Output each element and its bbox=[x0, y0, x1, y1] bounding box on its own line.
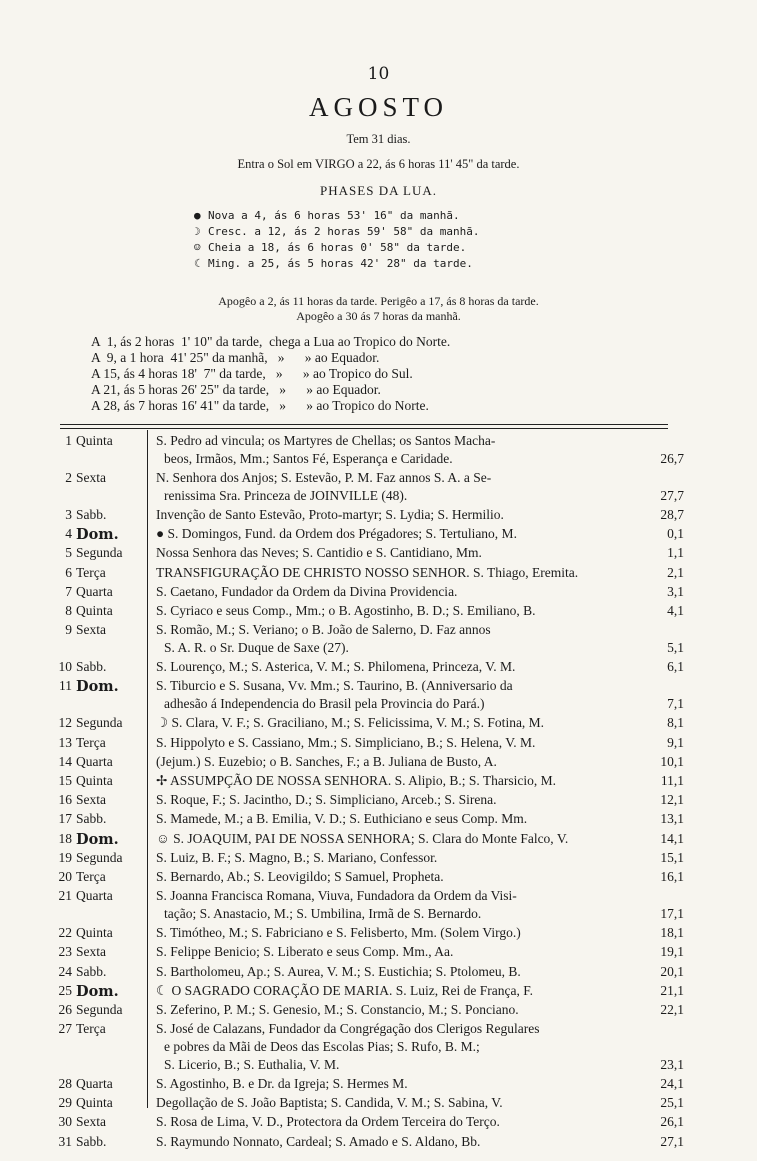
saints-text: S. Pedro ad vincula; os Martyres de Chellas; os Santos Macha- bbox=[156, 433, 496, 448]
day-number: 24 bbox=[58, 963, 72, 979]
moon-age-value: 13,1 bbox=[660, 811, 684, 827]
weekday: Sabb. bbox=[76, 811, 107, 827]
day-number: 26 bbox=[58, 1002, 72, 1017]
weekday: Sabb. bbox=[76, 507, 107, 522]
day-number: 17 bbox=[58, 811, 72, 827]
moon-age-value: 5,1 bbox=[667, 639, 684, 655]
moon-age-value: 26,1 bbox=[660, 1114, 684, 1130]
day-number: 8 bbox=[65, 603, 72, 618]
moon-phase-text: Cheia a 18, ás 6 horas 0' 58" da tarde. bbox=[208, 241, 467, 254]
weekday: Quinta bbox=[76, 1095, 113, 1111]
saints-text: (Jejum.) S. Euzebio; o B. Sanches, F.; a B. Juliana de Busto, A. bbox=[156, 753, 497, 769]
moon-age-value: 17,1 bbox=[660, 905, 684, 921]
day-number: 1 bbox=[65, 433, 72, 448]
saints-text: S. Licerio, B.; S. Euthalia, V. M. bbox=[164, 1056, 340, 1072]
saints-text: renissima Sra. Princeza de JOINVILLE (48). bbox=[164, 487, 408, 503]
weekday: Sexta bbox=[76, 944, 106, 960]
saints-text: S. Bartholomeu, Ap.; S. Aurea, V. M.; S. Eustichia; S. Ptolomeu, B. bbox=[156, 963, 521, 979]
moon-age-value: 20,1 bbox=[660, 963, 684, 979]
weekday: Segunda bbox=[76, 1002, 123, 1017]
page-title: AGOSTO bbox=[308, 92, 448, 122]
weekday: Sabb. bbox=[76, 963, 107, 979]
saints-text: beos, Irmãos, Mm.; Santos Fé, Esperança e Caridade. bbox=[164, 450, 453, 466]
weekday: Dom. bbox=[76, 526, 119, 544]
saints-text: ● S. Domingos, Fund. da Ordem dos Prégadores; S. Tertuliano, M. bbox=[156, 526, 517, 542]
moon-age-value: 9,1 bbox=[667, 734, 684, 750]
moon-age-value: 4,1 bbox=[667, 603, 684, 618]
tropic-line: A 15, ás 4 horas 18' 7" da tarde, » » ao Tropico do Sul. bbox=[91, 366, 413, 381]
weekday: Sabb. bbox=[76, 659, 107, 675]
saints-text: Degollação de S. João Baptista; S. Candida, V. M.; S. Sabina, V. bbox=[156, 1095, 503, 1111]
saints-text: e pobres da Mãi de Deos das Escolas Pias; S. Rufo, B. M.; bbox=[164, 1038, 480, 1054]
saints-text: S. Timótheo, M.; S. Fabriciano e S. Felisberto, Mm. (Solem Virgo.) bbox=[156, 925, 521, 941]
saints-text: S. Mamede, M.; a B. Emilia, V. D.; S. Euthiciano e seus Comp. Mm. bbox=[156, 811, 528, 827]
saints-text: S. Caetano, Fundador da Ordem da Divina Providencia. bbox=[156, 583, 458, 599]
top-rule-inner bbox=[60, 428, 668, 429]
moon-age-value: 27,1 bbox=[660, 1133, 684, 1149]
day-number: 23 bbox=[58, 944, 72, 960]
saints-text: S. Luiz, B. F.; S. Magno, B.; S. Mariano, Confessor. bbox=[156, 849, 438, 865]
weekday: Quinta bbox=[76, 925, 113, 941]
day-number: 22 bbox=[58, 925, 72, 941]
weekday: Terça bbox=[76, 734, 106, 750]
weekday: Quarta bbox=[76, 1076, 113, 1091]
weekday: Quinta bbox=[76, 433, 113, 448]
day-number: 3 bbox=[65, 507, 72, 522]
day-number: 16 bbox=[58, 792, 72, 808]
weekday: Quarta bbox=[76, 753, 113, 769]
saints-text: ☺ S. JOAQUIM, PAI DE NOSSA SENHORA; S. Clara do Monte Falco, V. bbox=[156, 830, 569, 846]
day-number: 15 bbox=[58, 773, 72, 788]
saints-text: N. Senhora dos Anjos; S. Estevão, P. M. Faz annos S. A. a Se- bbox=[156, 470, 492, 485]
moon-age-value: 28,7 bbox=[660, 507, 684, 522]
moon-age-value: 1,1 bbox=[667, 545, 684, 561]
weekday: Segunda bbox=[76, 545, 123, 561]
page-number: 10 bbox=[367, 64, 390, 84]
moon-phase-row bbox=[194, 225, 480, 238]
day-number: 30 bbox=[58, 1114, 72, 1130]
day-number: 6 bbox=[65, 564, 72, 580]
weekday: Terça bbox=[76, 869, 106, 884]
saints-text: S. Hippolyto e S. Cassiano, Mm.; S. Simpliciano, B.; S. Helena, V. M. bbox=[156, 734, 536, 750]
saints-text: S. Roque, F.; S. Jacintho, D.; S. Simpliciano, Arceb.; S. Sirena. bbox=[156, 792, 497, 808]
day-number: 27 bbox=[58, 1021, 72, 1037]
day-number: 25 bbox=[58, 982, 72, 998]
day-number: 29 bbox=[58, 1095, 72, 1111]
moon-age-value: 11,1 bbox=[660, 773, 684, 788]
day-number: 28 bbox=[58, 1076, 72, 1091]
weekday: Sexta bbox=[76, 470, 106, 485]
moon-phase-text: Nova a 4, ás 6 horas 53' 16" da manhã. bbox=[208, 209, 460, 222]
weekday: Segunda bbox=[76, 849, 123, 865]
moon-phase-row bbox=[194, 241, 466, 254]
moon-age-value: 10,1 bbox=[660, 753, 684, 769]
day-number: 13 bbox=[58, 734, 72, 750]
apogee-line-2: Apogêo a 30 ás 7 horas da manhã. bbox=[296, 309, 461, 323]
weekday: Sexta bbox=[76, 622, 106, 638]
moon-age-value: 24,1 bbox=[660, 1076, 684, 1091]
moon-age-value: 18,1 bbox=[660, 925, 684, 941]
saints-text: S. Bernardo, Ab.; S. Leovigildo; S Samuel, Propheta. bbox=[156, 869, 444, 884]
saints-text: ✢ ASSUMPÇÃO DE NOSSA SENHORA. S. Alipio, B.; S. Tharsicio, M. bbox=[156, 773, 557, 788]
saints-text: S. Raymundo Nonnato, Cardeal; S. Amado e S. Aldano, Bb. bbox=[156, 1133, 481, 1149]
weekday: Quarta bbox=[76, 583, 113, 599]
moon-age-value: 26,7 bbox=[660, 450, 684, 466]
saints-text: S. Tiburcio e S. Susana, Vv. Mm.; S. Taurino, B. (Anniversario da bbox=[156, 678, 513, 694]
top-rule bbox=[60, 424, 668, 425]
weekday: Dom. bbox=[76, 830, 119, 848]
saints-text: tação; S. Anastacio, M.; S. Umbilina, Irmã de S. Bernardo. bbox=[164, 905, 482, 921]
tropic-line: A 28, ás 7 horas 16' 41" da tarde, » » ao Tropico do Norte. bbox=[91, 398, 429, 413]
moon-phase-row bbox=[194, 257, 473, 270]
day-number: 21 bbox=[58, 888, 72, 904]
new-moon-icon: ● bbox=[194, 209, 201, 222]
day-number: 10 bbox=[58, 659, 72, 675]
saints-text: ☾ O SAGRADO CORAÇÃO DE MARIA. S. Luiz, Rei de França, F. bbox=[156, 982, 534, 998]
day-number: 9 bbox=[65, 622, 72, 638]
moon-phase-text: Ming. a 25, ás 5 horas 42' 28" da tarde. bbox=[208, 257, 473, 270]
day-number: 14 bbox=[58, 753, 72, 769]
apogee-line-1: Apogêo a 2, ás 11 horas da tarde. Perigêo a 17, ás 8 horas da tarde. bbox=[218, 294, 539, 308]
weekday: Sabb. bbox=[76, 1133, 107, 1149]
weekday: Quinta bbox=[76, 603, 113, 618]
moon-phase-text: Cresc. a 12, ás 2 horas 59' 58" da manhã. bbox=[208, 225, 480, 238]
saints-text: Invenção de Santo Estevão, Proto-martyr; S. Lydia; S. Hermilio. bbox=[156, 507, 504, 522]
weekday: Dom. bbox=[76, 982, 119, 1000]
day-number: 31 bbox=[58, 1133, 72, 1149]
saints-text: S. Romão, M.; S. Veriano; o B. João de Salerno, D. Faz annos bbox=[156, 622, 491, 638]
moon-age-value: 3,1 bbox=[667, 583, 684, 599]
saints-text: ☽ S. Clara, V. F.; S. Graciliano, M.; S. Felicissima, V. M.; S. Fotina, M. bbox=[156, 715, 545, 731]
moon-age-value: 8,1 bbox=[667, 715, 684, 731]
weekday: Terça bbox=[76, 1021, 106, 1037]
weekday: Quinta bbox=[76, 773, 113, 788]
saints-text: S. Zeferino, P. M.; S. Genesio, M.; S. Constancio, M.; S. Ponciano. bbox=[156, 1002, 519, 1017]
moon-age-value: 12,1 bbox=[660, 792, 684, 808]
moon-age-value: 14,1 bbox=[660, 830, 684, 846]
weekday: Sexta bbox=[76, 1114, 106, 1130]
moon-phase-row bbox=[194, 209, 460, 222]
moon-age-value: 19,1 bbox=[660, 944, 684, 960]
day-number: 12 bbox=[58, 715, 72, 731]
weekday: Quarta bbox=[76, 888, 113, 904]
day-number: 20 bbox=[58, 869, 72, 884]
full-moon-icon: ☺ bbox=[194, 241, 201, 254]
moon-age-value: 0,1 bbox=[667, 526, 684, 542]
column-divider-left bbox=[147, 430, 148, 1108]
moon-age-value: 16,1 bbox=[660, 869, 684, 884]
phases-title: PHASES DA LUA. bbox=[320, 183, 437, 198]
day-number: 2 bbox=[65, 470, 72, 485]
day-number: 4 bbox=[65, 526, 72, 542]
saints-text: S. Rosa de Lima, V. D., Protectora da Ordem Terceira do Terço. bbox=[156, 1114, 500, 1130]
moon-age-value: 22,1 bbox=[660, 1002, 684, 1017]
saints-text: S. Cyriaco e seus Comp., Mm.; o B. Agostinho, B. D.; S. Emiliano, B. bbox=[156, 603, 536, 618]
tropic-line: A 21, ás 5 horas 26' 25" da tarde, » » ao Equador. bbox=[91, 382, 381, 397]
tropic-line: A 1, ás 2 horas 1' 10" da tarde, chega a Lua ao Tropico do Norte. bbox=[91, 334, 451, 349]
day-number: 7 bbox=[65, 583, 72, 599]
saints-text: TRANSFIGURAÇÃO DE CHRISTO NOSSO SENHOR. S. Thiago, Eremita. bbox=[156, 564, 579, 580]
days-line: Tem 31 dias. bbox=[346, 132, 411, 146]
weekday: Sexta bbox=[76, 792, 106, 808]
weekday: Segunda bbox=[76, 715, 123, 731]
day-number: 18 bbox=[58, 830, 72, 846]
moon-age-value: 27,7 bbox=[660, 487, 684, 503]
saints-text: S. Joanna Francisca Romana, Viuva, Fundadora da Ordem da Visi- bbox=[156, 888, 517, 904]
moon-age-value: 23,1 bbox=[660, 1056, 684, 1072]
saints-text: adhesão á Independencia do Brasil pela Provincia do Pará.) bbox=[164, 696, 485, 712]
saints-text: S. A. R. o Sr. Duque de Saxe (27). bbox=[164, 639, 349, 655]
first-quarter-icon: ☽ bbox=[194, 225, 201, 238]
last-quarter-icon: ☾ bbox=[194, 257, 201, 270]
day-number: 11 bbox=[59, 678, 72, 694]
moon-age-value: 7,1 bbox=[667, 696, 684, 712]
day-number: 5 bbox=[65, 545, 72, 561]
sun-entry-line: Entra o Sol em VIRGO a 22, ás 6 horas 11' 45" da tarde. bbox=[237, 157, 520, 171]
day-number: 19 bbox=[58, 849, 72, 865]
tropic-line: A 9, a 1 hora 41' 25" da manhã, » » ao Equador. bbox=[91, 350, 380, 365]
moon-age-value: 2,1 bbox=[667, 564, 684, 580]
saints-text: S. José de Calazans, Fundador da Congrégação dos Clerigos Regulares bbox=[156, 1021, 540, 1037]
moon-age-value: 15,1 bbox=[660, 849, 684, 865]
saints-text: S. Felippe Benicio; S. Liberato e seus Comp. Mm., Aa. bbox=[156, 944, 454, 960]
moon-age-value: 25,1 bbox=[660, 1095, 684, 1111]
saints-text: Nossa Senhora das Neves; S. Cantidio e S. Cantidiano, Mm. bbox=[156, 545, 482, 561]
saints-text: S. Agostinho, B. e Dr. da Igreja; S. Hermes M. bbox=[156, 1076, 408, 1091]
weekday: Terça bbox=[76, 564, 106, 580]
weekday: Dom. bbox=[76, 678, 119, 696]
moon-age-value: 6,1 bbox=[667, 659, 684, 675]
moon-age-value: 21,1 bbox=[660, 982, 684, 998]
saints-text: S. Lourenço, M.; S. Asterica, V. M.; S. Philomena, Princeza, V. M. bbox=[156, 659, 516, 675]
